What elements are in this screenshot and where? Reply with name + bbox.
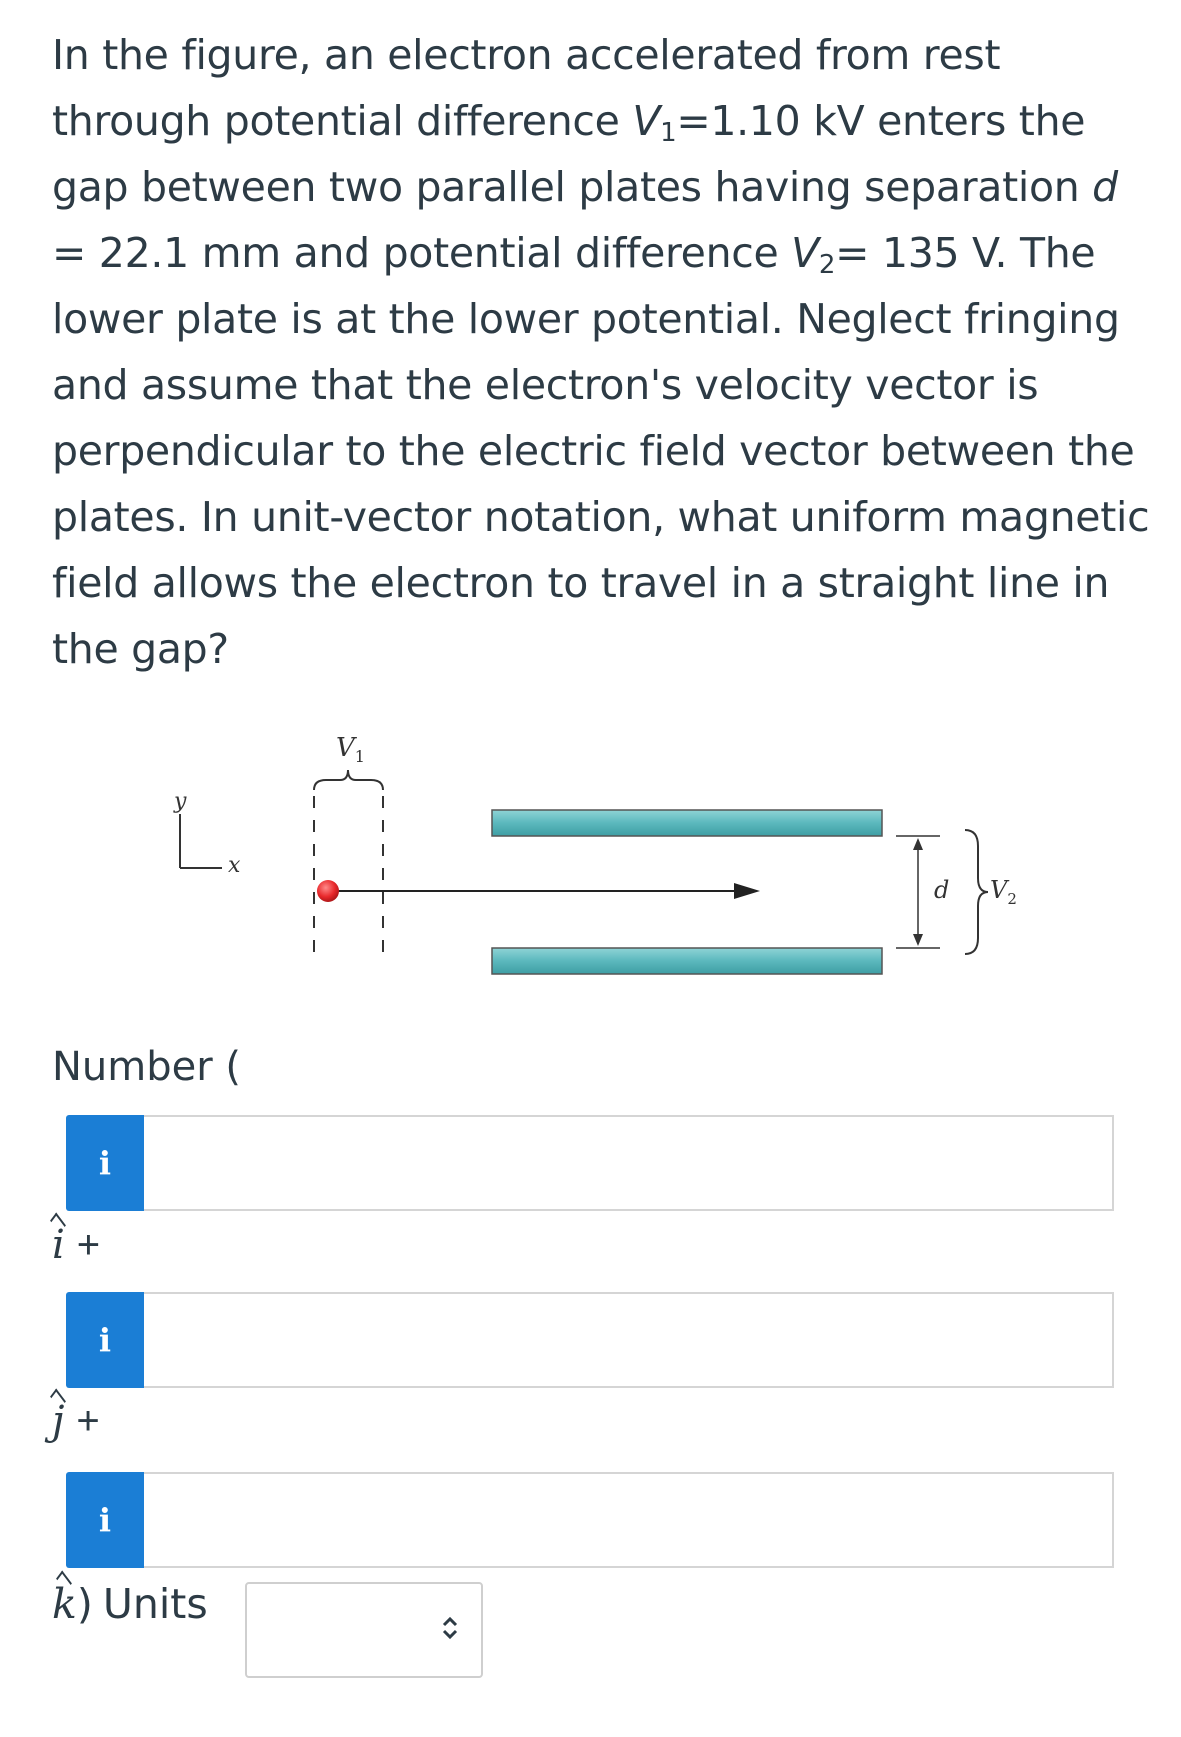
info-button-k[interactable] xyxy=(66,1472,144,1568)
j-component-input[interactable] xyxy=(144,1292,1114,1388)
plus-sign: + xyxy=(76,1223,101,1267)
v2-brace xyxy=(965,830,1017,954)
info-icon: i xyxy=(98,1321,112,1359)
i-hat-label xyxy=(52,1222,100,1268)
axes-icon xyxy=(173,789,241,878)
v2-symbol: V xyxy=(791,229,819,277)
close-paren: ) xyxy=(76,1580,93,1628)
info-icon: i xyxy=(98,1501,112,1539)
axis-y-label: y xyxy=(174,789,187,814)
physics-figure xyxy=(150,718,1110,998)
plus-sign: + xyxy=(76,1399,100,1443)
lower-plate xyxy=(492,948,882,974)
arrowhead-icon xyxy=(734,883,760,899)
j-hat-label xyxy=(52,1398,100,1444)
v1-symbol: V xyxy=(632,97,661,145)
d-label: d xyxy=(934,876,950,904)
units-select[interactable] xyxy=(245,1582,483,1678)
k-hat-symbol: k xyxy=(52,1580,77,1628)
gap-dimension xyxy=(896,836,949,948)
j-hat-symbol: j xyxy=(52,1398,65,1444)
accelerator-plates xyxy=(314,733,383,960)
i-component-input[interactable] xyxy=(144,1115,1114,1211)
v1-subscript: 1 xyxy=(660,118,677,148)
v2-subscript: 2 xyxy=(818,250,836,280)
v2-label: $V_2$ xyxy=(990,876,1017,908)
axis-x-label: x xyxy=(228,853,241,878)
units-label: Units xyxy=(102,1580,208,1628)
d-symbol: d xyxy=(1092,163,1118,211)
electron-icon xyxy=(317,880,339,902)
info-icon: i xyxy=(98,1144,112,1182)
number-label: Number ( xyxy=(52,1044,242,1090)
chevron-up-down-icon xyxy=(441,1615,459,1645)
k-hat-units-label xyxy=(52,1580,208,1628)
i-hat-symbol: i xyxy=(52,1222,65,1268)
question-text: In the figure, an electron accelerated from rest through potential difference $V_1=1.10$ kV enters the gap between two parallel plates having separation d = 22.1 mm and potential difference $V_2= 135$ V. The lower plate is at the lower potential. Neglect fringing and assume that the electron's velocity vector is perpendicular to the electric field vector between the plates. In unit-vector notation, what uniform magnetic field allows the electron to travel in a straight line in the gap? xyxy=(52,31,1150,673)
upper-plate xyxy=(492,810,882,836)
info-button-j[interactable] xyxy=(66,1292,144,1388)
k-component-input[interactable] xyxy=(144,1472,1114,1568)
plates-diagram xyxy=(150,718,1110,998)
info-button-i[interactable] xyxy=(66,1115,144,1211)
v1-label: $V_1$ xyxy=(336,733,365,766)
